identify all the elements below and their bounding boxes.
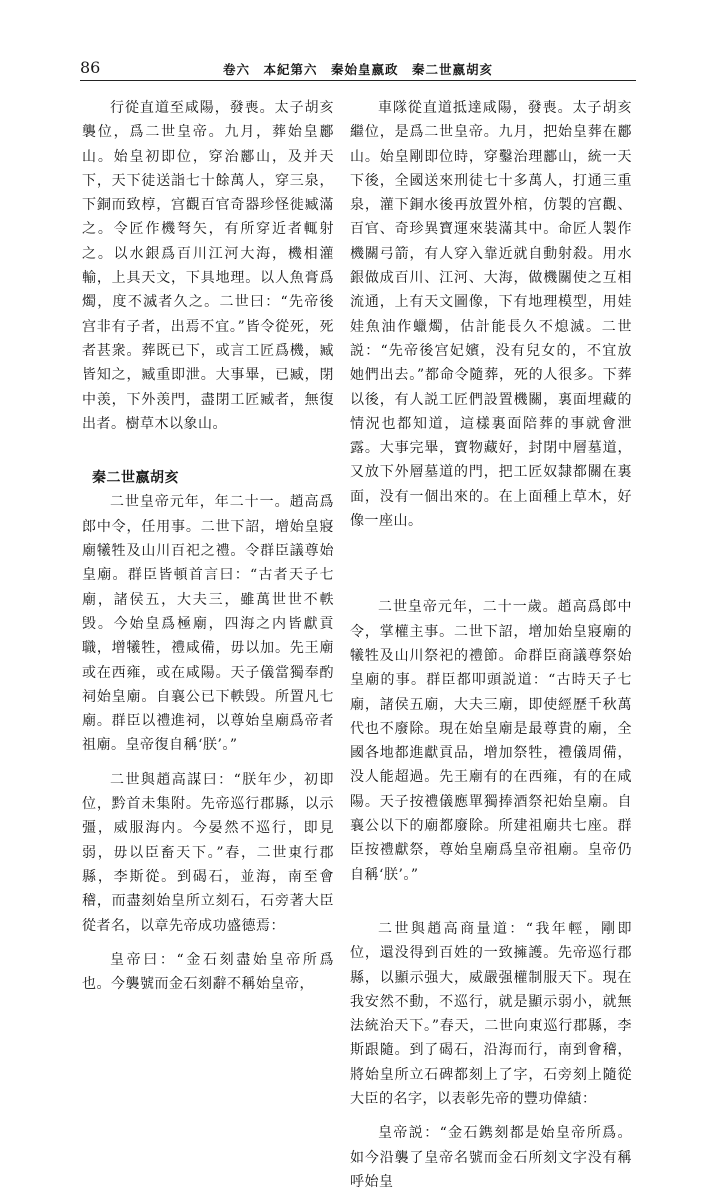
classical-paragraph-1: 行從直道至咸陽，發喪。太子胡亥襲位，爲二世皇帝。九月，葬始皇酈山。始皇初即位，穿治酈山，及并天下，天下徒送詣七十餘萬人，穿三泉，下銅而致椁，宫觀百官奇器珍怪徙臧滿之。令匠作機弩矢，有所穿近者輒射之。以水銀爲百川江河大海，機相灌輸，上具天文，下具地理。以人魚膏爲燭，度不滅者久之。二世曰：“先帝後宫非有子者，出焉不宜。”皆令從死，死者甚衆。葬既已下，或言工匠爲機，臧皆知之，臧重即泄。大事畢，已臧，閉中羡，下外羡門，盡閉工匠臧者，無復出者。樹草木以象山。 [82,100,334,432]
translation-column [350,96,632,1194]
page-header [0,0,716,96]
translation-paragraph-4: 皇帝説：“金石鎸刻都是始皇帝所爲。如今沿襲了皇帝名號而金石所刻文字没有稱呼始皇 [350,1125,632,1190]
translation-paragraph-3: 二世與趙高商量道：“我年輕，剛即位，還没得到百姓的一致擁護。先帝巡行郡縣，以顯示强大，威嚴强權制服天下。現在我安然不動，不巡行，就是顯示弱小，就無法統治天下。”春天，二世向東巡行郡縣，李斯跟隨。到了碣石，沿海而行，南到會稽，將始皇所立石碑都刻上了字，石旁刻上隨從大臣的名字，以表彰先帝的豐功偉績： [350,920,632,1107]
section-title: 秦二世嬴胡亥 [92,470,179,487]
running-head: 卷六 本紀第六 秦始皇嬴政 秦二世嬴胡亥 [222,62,493,77]
page-number: 86 [80,58,101,77]
translation-paragraph-1: 車隊從直道抵達咸陽，發喪。太子胡亥繼位，是爲二世皇帝。九月，把始皇葬在酈山。始皇剛即位時，穿鑿治理酈山，統一天下後，全國送來刑徒七十多萬人，打通三重泉，灌下銅水後再放置外棺，仿製的宫觀、百官、奇珍異寶運來裝滿其中。命匠人製作機關弓箭，有人穿入靠近就自動射殺。用水銀做成百川、江河、大海，做機關使之互相流通，上有天文圖像，下有地理模型，用娃娃魚油作蠟燭，估計能長久不熄滅。二世説：“先帝後宫妃嬪，没有兒女的，不宜放她們出去。”都命令隨葬，死的人很多。下葬以後，有人説工匠們設置機關，裏面埋藏的情況也都知道，這樣裏面陪葬的事就會泄露。大事完畢，寶物藏好，封閉中層墓道，又放下外層墓道的門，把工匠奴隸都關在裏面，没有一個出來的。在上面種上草木，好像一座山。 [350,100,632,530]
classical-text-column [82,96,334,996]
classical-paragraph-4: 皇帝曰：“金石刻盡始皇帝所爲也。今襲號而金石刻辭不稱始皇帝， [82,951,334,993]
classical-paragraph-2: 二世皇帝元年，年二十一。趙高爲郎中令，任用事。二世下詔，增始皇寢廟犧牲及山川百祀之禮。令群臣議尊始皇廟。群臣皆頓首言曰：“古者天子七廟，諸侯五，大夫三，雖萬世世不軼毁。今始皇爲極廟，四海之内皆獻貢職，增犧牲，禮咸備，毋以加。先王廟或在西雍，或在咸陽。天子儀當獨奉酌祠始皇廟。自襄公已下軼毁。所置凡七廟。群臣以禮進祠，以尊始皇廟爲帝者祖廟。皇帝復自稱‘朕’。” [82,494,334,754]
classical-paragraph-3: 二世與趙高謀曰：“朕年少，初即位，黔首未集附。先帝巡行郡縣，以示彊，威服海内。今晏然不巡行，即見弱，毋以臣畜天下。”春，二世東行郡縣，李斯從。到碣石，並海，南至會稽，而盡刻始皇所立刻石，石旁著大臣從者名，以章先帝成功盛德焉： [82,771,334,934]
header-rule [80,80,636,81]
translation-paragraph-2: 二世皇帝元年，二十一歲。趙高爲郎中令，掌權主事。二世下詔，增加始皇寢廟的犧牲及山川祭祀的禮節。命群臣商議尊祭始皇廟的事。群臣都叩頭説道：“古時天子七廟，諸侯五廟，大夫三廟，即使經歷千秋萬代也不廢除。現在始皇廟是最尊貴的廟，全國各地都進獻貢品，增加祭牲，禮儀周備，没人能超過。先王廟有的在西雍，有的在咸陽。天子按禮儀應單獨捧酒祭祀始皇廟。自襄公以下的廟都廢除。所建祖廟共七座。群臣按禮獻祭，尊始皇廟爲皇帝祖廟。皇帝仍自稱‘朕’。” [350,599,632,883]
